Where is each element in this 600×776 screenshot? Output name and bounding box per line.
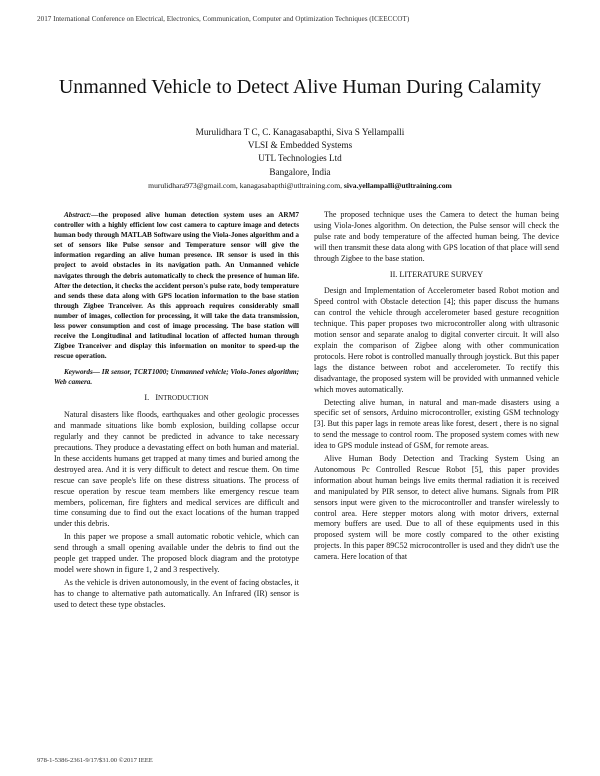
section-heading-literature-survey: II. LITERATURE SURVEY: [389, 269, 484, 279]
abstract: [54, 210, 299, 361]
emails-plain: murulidhara973@gmail.com, kanagasabapthi@utltraining.com,: [148, 180, 344, 190]
section-heading-introduction: I. INTRODUCTION: [144, 393, 209, 403]
paper-title: Unmanned Vehicle to Detect Alive Human During Calamity: [58, 76, 542, 98]
affiliation: UTL Technologies Ltd: [258, 153, 342, 164]
paragraph: In this paper we propose a small automatic robotic vehicle, which can send through a small opening available under the debris to find out the people get trapped under. The proposed block diagram and the prototype model were shown in figure 1, 2 and 3 respectively.: [54, 532, 299, 574]
left-column: [54, 210, 299, 613]
footer-copyright: 978-1-5386-2361-9/17/$31.00 ©2017 IEEE: [37, 757, 153, 764]
author-names: Murulidhara T C, C. Kanagasabapthi, Siva S Yellampalli: [195, 127, 405, 137]
author-block: [40, 126, 560, 192]
department: VLSI & Embedded Systems: [247, 140, 353, 151]
right-column: [314, 210, 559, 565]
paragraph: Alive Human Body Detection and Tracking System Using an Autonomous Pc Controlled Rescue Robot [5], this paper provides information about human beings live emits thermal radiation it is received and manipulated by PIR sensor, to detect alive humans. Signals from PIR sensors input were given to the microcontroller and transfer wirelessly to control area. Here stepper motors along with motor drivers, external memory buffers are used. Due to all of these equipments used in this proposed system will be more costly compared to the other existing projects. In this paper 89C52 microcontroller is used and they didn't use the camera. Here location of that: [314, 454, 559, 562]
paragraph: Design and Implementation of Accelerometer based Robot motion and Speed control with Obstacle detection [4]; this paper discuss the humans can control the vehicle through accelerometer based gesture recognition technique. This paper proposes two microcontroller along with ultrasonic motion sensor and separate analog to digital converter circuit. It will also explain the comparison of Zigbee along with other communication protocols. Here robot is controlled manually through joystick. But this paper lags the distance between robot and accelerometer. To rectify this disadvantage, the proposed system will be provided with unmanned vehicle which moves automatically.: [314, 286, 559, 394]
paragraph: Natural disasters like floods, earthquakes and other geologic processes and manmade situations like bomb explosion, building collapse occur regularly and they cannot be predicted in advance to take necessary precautions. They produce a devastating effect on both human and material. In these accidents humans get trapped at many times and buried among the destroyed area. And it is very difficult to detect and rescue them. On time rescue can save people's life on these distress situations. The process of rescue operation by rescue team members like emergency rescue team members, policeman, fire fighters and medical services are difficult and time consuming due to find out the exact locations of the human trapped under this debris.: [54, 410, 299, 529]
location: Bangalore, India: [269, 166, 331, 177]
keywords: Keywords— IR sensor, TCRT1000; Unmanned vehicle; Viola-Jones algorithm; Web camera.: [54, 368, 299, 387]
conference-header: 2017 International Conference on Electrical, Electronics, Communication, Computer and Optimization Techniques (ICEECCOT): [37, 15, 410, 23]
paragraph: The proposed technique uses the Camera to detect the human being using Viola-Jones algorithm. On detection, the Pulse sensor will check the pulse rate and body temperature of the affected human being. The device will then transmit these data along with GPS location of that place will send through Zigbee to the base station.: [314, 210, 559, 263]
paragraph: As the vehicle is driven autonomously, in the event of facing obstacles, it has to change to alternative path automatically. An Infrared (IR) sensor is used to detect these type obstacles.: [54, 577, 299, 609]
email-bold: siva.yellampalli@utltraining.com: [343, 180, 452, 190]
paragraph: Detecting alive human, in natural and man-made disasters using a specific set of sensors, Arduino microcontroller, existing GSM technology [3]. But this paper lags in remote areas like forest, desert , there is no signal to send the message to control room. The proposed system comes with new idea to GPS module instead of GSM, for remote areas.: [314, 397, 559, 451]
author-emails: [40, 179, 560, 192]
abstract-text: —the proposed alive human detection system uses an ARM7 controller with a highly efficient low cost camera to capture image and detects human body through MATLAB Software using the Viola-Jones algorithm and a set of sensors like Pulse sensor and Temperature sensor will give the information regarding an alive human presence. IR sensor is used in this project to avoid obstacles in its navigation path. An Unmanned vehicle navigates through the debris automatically to check the presence of human life. After the detection, it checks the accident person's pulse rate, body temperature and sends these data along with GPS location information to the base station through Zigbee Tranceiver. As this approach requires considerably small number of images, collection for processing, it will take the data transmission, less power consumption and cost of image processing. The base station will receive the Longitudinal and latitudinal location of affected human through Zigbee Tranceiver and display this information on monitor to speed-up the rescue operation.: [54, 211, 299, 361]
abstract-lead: Abstract:: [64, 211, 92, 219]
